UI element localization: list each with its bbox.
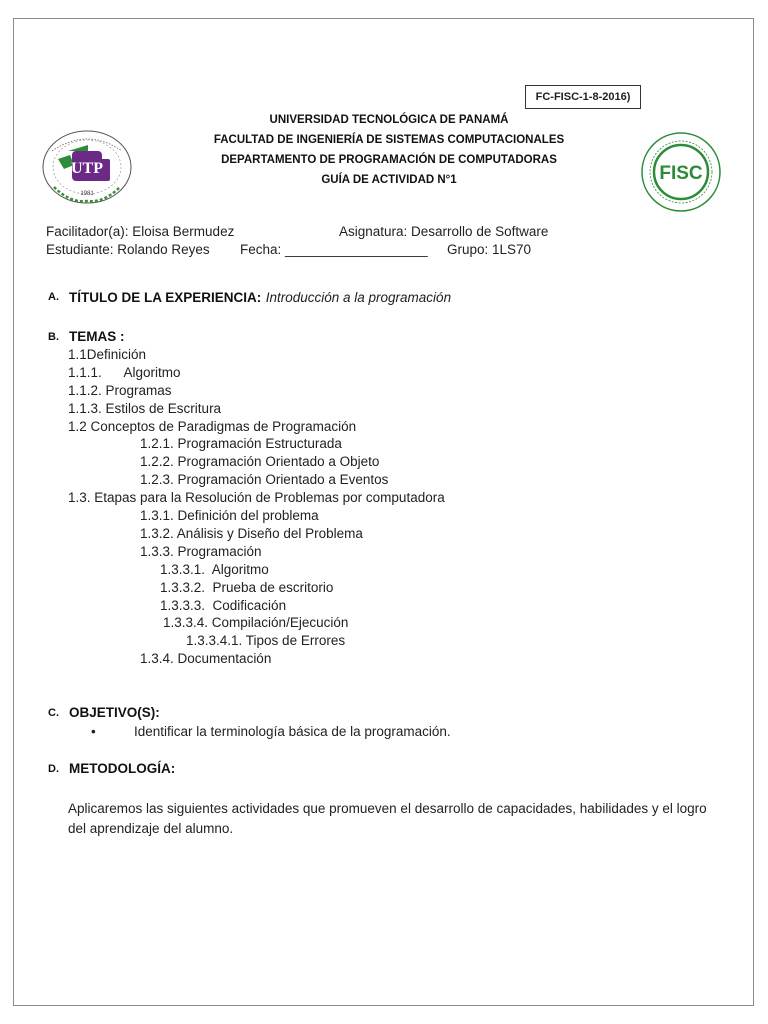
topic-item: 1.3.3. Programación <box>140 544 262 559</box>
section-a-title: TÍTULO DE LA EXPERIENCIA: <box>69 290 262 305</box>
topic-item: 1.1.1. Algoritmo <box>68 365 181 380</box>
header-faculty: FACULTAD DE INGENIERÍA DE SISTEMAS COMPUTACIONALES <box>213 134 565 146</box>
facilitator-label: Facilitador(a): Eloisa Bermudez <box>46 224 235 239</box>
methodology-paragraph: Aplicaremos las siguientes actividades que promueven el desarrollo de capacidades, habilidades y el logro del aprendizaje del alumno. <box>68 801 707 836</box>
topic-item: 1.3.4. Documentación <box>140 651 272 666</box>
section-d-letter: D. <box>48 763 59 775</box>
student-label: Estudiante: Rolando Reyes <box>46 242 210 257</box>
topic-item: 1.2.2. Programación Orientado a Objeto <box>140 454 380 469</box>
section-a-heading <box>69 289 451 307</box>
section-a-letter: A. <box>48 291 59 303</box>
utp-logo-initials: UTP <box>71 160 103 177</box>
fisc-logo <box>640 131 722 213</box>
document-code-box: FC-FISC-1-8-2016) <box>525 85 641 109</box>
fisc-logo-initials: FISC <box>659 163 703 184</box>
topic-item: 1.3. Etapas para la Resolución de Problemas por computadora <box>68 490 445 505</box>
topic-item: 1.2 Conceptos de Paradigmas de Programación <box>68 419 357 434</box>
header-guide-title: GUÍA DE ACTIVIDAD N°1 <box>321 174 457 186</box>
section-c-letter: C. <box>48 707 59 719</box>
topic-item: 1.3.3.4. Compilación/Ejecución <box>163 615 349 630</box>
topic-item: 1.3.3.2. Prueba de escritorio <box>160 580 334 595</box>
header-department: DEPARTAMENTO DE PROGRAMACIÓN DE COMPUTADORAS <box>221 154 557 166</box>
topic-item: 1.3.3.3. Codificación <box>160 598 287 613</box>
utp-logo-year: 1981 <box>80 191 94 197</box>
objective-item: Identificar la terminología básica de la programación. <box>134 724 451 739</box>
topic-item: 1.3.3.4.1. Tipos de Errores <box>186 633 346 648</box>
document-page <box>13 18 754 1006</box>
topic-item: 1.2.3. Programación Orientado a Eventos <box>140 472 389 487</box>
utp-logo <box>40 129 134 205</box>
header-university: UNIVERSIDAD TECNOLÓGICA DE PANAMÁ <box>269 114 509 126</box>
subject-label: Asignatura: Desarrollo de Software <box>339 224 549 239</box>
topic-item: 1.3.1. Definición del problema <box>140 508 319 523</box>
section-b-title: TEMAS : <box>69 329 125 344</box>
section-a-subtitle: Introducción a la programación <box>265 290 452 305</box>
topic-item: 1.1.2. Programas <box>68 383 172 398</box>
topic-item: 1.1.3. Estilos de Escritura <box>68 401 222 416</box>
topic-item: 1.3.2. Análisis y Diseño del Problema <box>140 526 363 541</box>
topic-item: 1.1Definición <box>68 347 147 362</box>
section-b-letter: B. <box>48 331 59 343</box>
group-label: Grupo: 1LS70 <box>447 242 532 257</box>
topic-item: 1.2.1. Programación Estructurada <box>140 436 342 451</box>
topic-item: 1.3.3.1. Algoritmo <box>160 562 269 577</box>
section-d-title: METODOLOGÍA: <box>69 761 176 776</box>
date-field: Fecha: ___________________ <box>240 242 428 257</box>
bullet-icon: • <box>91 724 96 739</box>
section-c-title: OBJETIVO(S): <box>69 705 160 720</box>
